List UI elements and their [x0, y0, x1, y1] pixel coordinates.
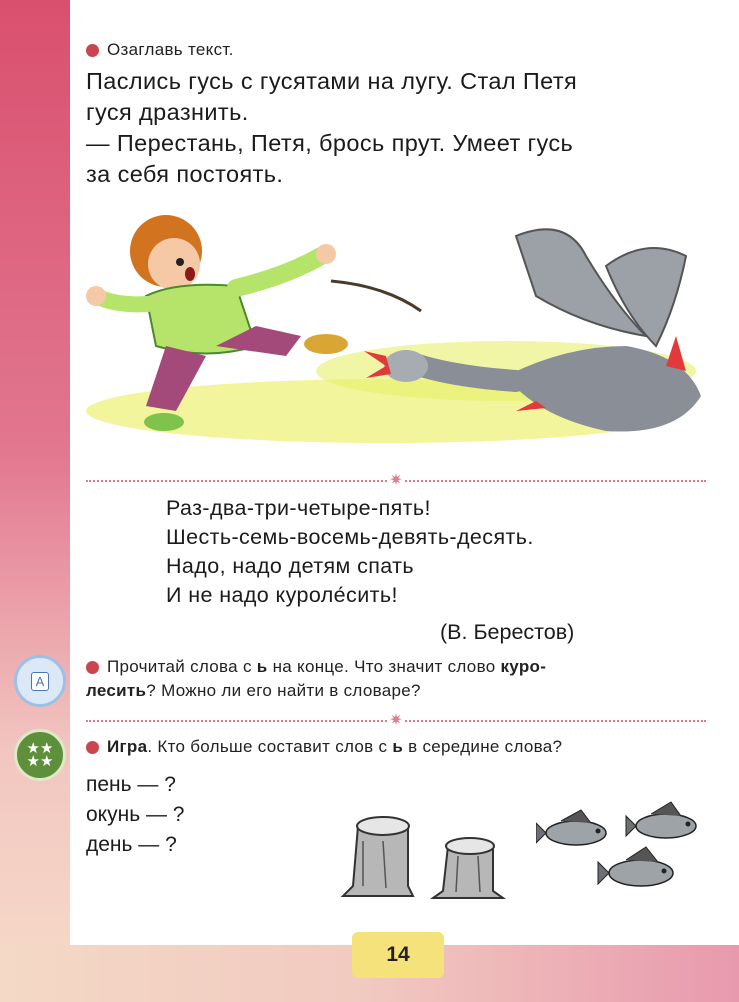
poem-line: Шесть-семь-восемь-девять-десять. — [166, 525, 534, 549]
game-text: в середине слова? — [403, 737, 563, 756]
question-text: на конце. Что значит слово — [267, 657, 501, 676]
boy-and-goose-illustration — [86, 196, 708, 446]
game-task — [86, 737, 726, 757]
perch-fish-illustration — [536, 798, 711, 903]
story-line: гуся дразнить. — [86, 99, 249, 125]
soft-sign-letter: ь — [392, 737, 404, 756]
star-ornament-icon: ✷ — [389, 712, 403, 729]
task-bullet-icon — [86, 741, 99, 754]
question-task — [86, 655, 716, 703]
task-bullet-icon — [86, 44, 99, 57]
word-item: день — ? — [86, 833, 177, 856]
stars-icon: ★★ ★★ — [14, 729, 66, 781]
poem-line: И не надо куроле́сить! — [166, 583, 398, 607]
tree-stumps-illustration — [338, 796, 528, 906]
star-ornament-icon: ✷ — [389, 472, 403, 489]
page-margin — [0, 0, 70, 1002]
task-bullet-icon — [86, 661, 99, 674]
question-text: ? Можно ли его найти в словаре? — [146, 681, 421, 700]
soft-sign-letter: ь — [256, 657, 268, 676]
story-text — [86, 66, 716, 190]
task-title-text: Озаглавь текст. — [107, 40, 234, 59]
poem-line: Раз-два-три-четыре-пять! — [166, 496, 431, 520]
dictionary-badge-letter: A — [31, 672, 50, 691]
task-title-instruction — [86, 40, 234, 60]
poem — [166, 494, 534, 610]
story-line: Паслись гусь с гусятами на лугу. Стал Петя — [86, 68, 578, 94]
key-word: лесить — [86, 681, 147, 700]
dictionary-icon — [14, 655, 66, 707]
poem-author: (В. Берестов) — [440, 620, 575, 644]
story-line: за себя постоять. — [86, 161, 284, 187]
page-number: 14 — [352, 932, 444, 978]
question-text: Прочитай слова с — [107, 657, 257, 676]
game-label: Игра — [107, 737, 148, 756]
section-divider — [86, 472, 706, 489]
word-list — [86, 770, 185, 860]
key-word: куро- — [500, 657, 547, 676]
section-divider — [86, 712, 706, 729]
word-item: пень — ? — [86, 773, 176, 796]
stick — [331, 281, 421, 311]
game-text: . Кто больше составит слов с — [147, 737, 393, 756]
word-item: окунь — ? — [86, 803, 185, 826]
story-line: — Перестань, Петя, брось прут. Умеет гусь — [86, 130, 574, 156]
poem-line: Надо, надо детям спать — [166, 554, 414, 578]
